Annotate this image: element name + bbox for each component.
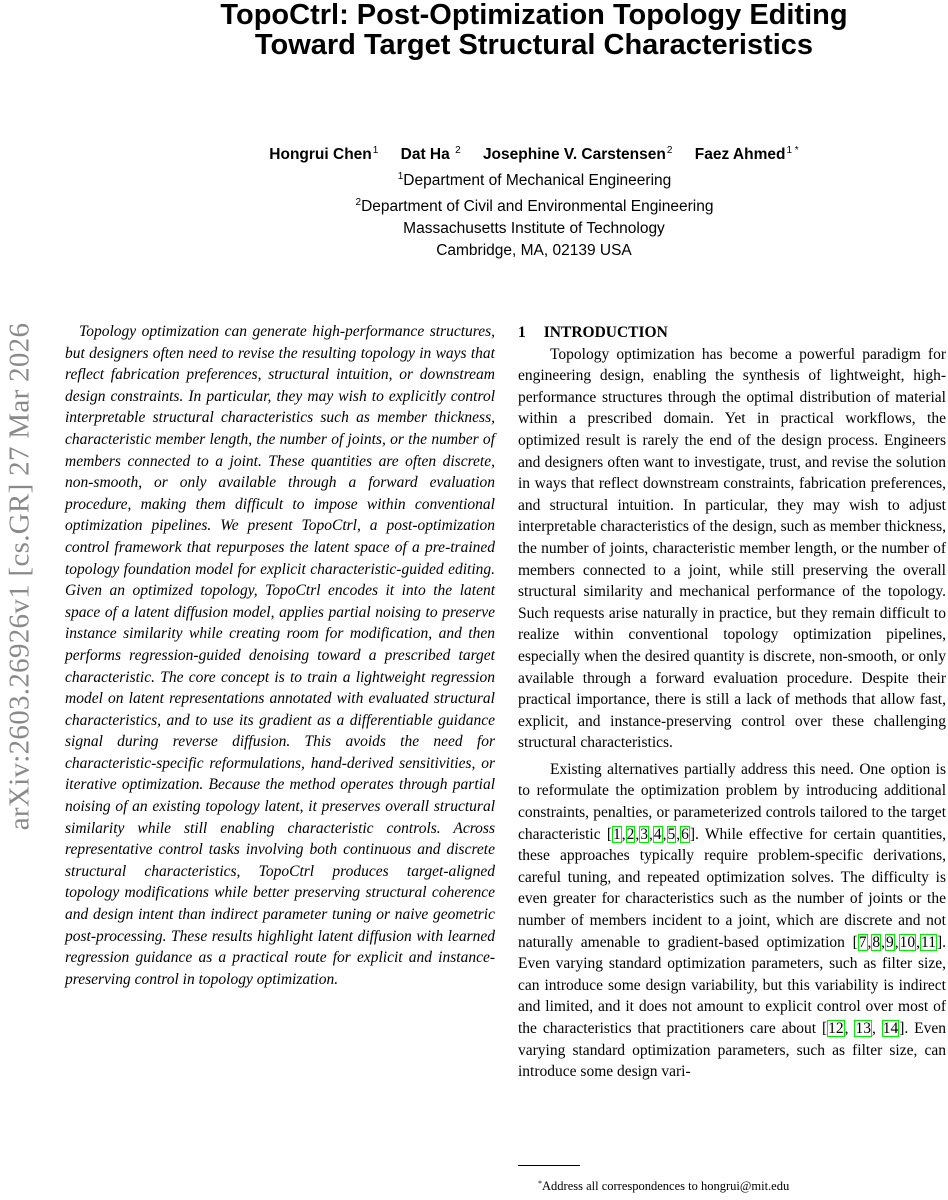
arxiv-stamp [2,266,38,886]
introduction-section [518,322,946,1083]
citation-link[interactable]: 4 [653,825,662,843]
title-line-1: TopoCtrl: Post-Optimization Topology Editing [220,0,848,31]
arxiv-id: arXiv:2603.26926v1 [cs.GR] 27 Mar 2026 [3,322,36,830]
footnote: *Address all correspondences to hongrui@mit.edu [538,1179,790,1193]
citation-link[interactable]: 9 [886,933,894,951]
abstract: Topology optimization can generate high-performance structures, but designers often need to revise the resulting topology in ways that reflect fabrication preferences, structural intuition, or downstream design constraints. In particular, they may wish to explicitly control interpretable structural characteristics such as member thickness, characteristic member length, the number of joints, or the number of members connected to a joint. These quantities are often discrete, non-smooth, or only available through a forward evaluation procedure, making them difficult to impose within conventional optimization pipelines. We present TopoCtrl, a post-optimization control framework that repurposes the latent space of a pre-trained topology foundation model for explicit characteristic-guided editing. Given an optimized topology, TopoCtrl encodes it into the latent space of a latent diffusion model, applies partial noising to preserve instance similarity while creating room for modification, and then performs regression-guided denoising toward a prescribed target characteristic. The core concept is to train a lightweight regression model on latent representations annotated with evaluated structural characteristics, and to use its gradient as a differentiable guidance signal during reverse diffusion. This avoids the need for characteristic-specific reformulations, hand-derived sensitivities, or iterative optimization. Because the method operates through partial noising of an existing topology latent, it preserves overall structural similarity while still enabling characteristic controls. Across representative control tasks involving both continuous and discrete structural characteristics, TopoCtrl produces target-aligned topology modifications while better preserving structural coherence and design intent than indirect parameter tuning or naive geometric post-processing. These results highlight latent diffusion with learned regression guidance as a practical route for explicit and instance-preserving control in topology optimization. [65,323,495,988]
citation-link[interactable]: 2 [626,825,635,843]
citation-link[interactable]: 1 [613,825,621,843]
institution: Massachusetts Institute of Technology [403,220,665,237]
citation-link[interactable]: 5 [667,825,676,843]
author-block [60,140,948,262]
author: Dat Ha $^2$ [400,145,461,163]
citation-link[interactable]: 13 [855,1020,871,1037]
intro-paragraph-2: Existing alternatives partially address this need. One option is to reformulate the optimization problem by introducing additional constraints, penalties, or parameterized controls tailored to the target characteristic [1,2,3,4,5,6]. While effective for certain quantities, these approaches typically require problem-specific derivations, careful tuning, and repeated optimization solves. The difficulty is even greater for characteristics such as the number of joints or the number of members incident to a joint, which are discrete and not naturally amenable to gradient-based optimization [7,8,9,10,11]. Even varying standard optimization parameters, such as filter size, can introduce some design variability, but this variability is indirect and limited, and it does not amount to explicit control over most of the characteristics that practitioners care about [12, 13, 14]. Even varying standard optimization parameters, such as filter size, can introduce some design vari- [518,760,947,1081]
location: Cambridge, MA, 02139 USA [436,242,632,259]
footnote-rule [518,1165,580,1166]
citation-link[interactable]: 7 [858,933,867,951]
citation-link[interactable]: 11 [921,933,936,951]
citation-link[interactable]: 12 [828,1020,844,1037]
citation-link[interactable]: 10 [899,933,916,951]
author: Hongrui Chen$^1$ [269,145,379,163]
affiliation-2: $^2$Department of Civil and Environmental Engineering [355,197,714,215]
intro-paragraph-1: Topology optimization has become a powerful paradigm for engineering design, enabling the synthesis of lightweight, high-performance structures through the optimal distribution of material within a prescribed domain. Yet in practical workflows, the optimized result is rarely the end of the design process. Engineers and designers often want to investigate, trust, and revise the solution in ways that reflect downstream constraints, fabrication preferences, and structural intuition. In particular, they may wish to adjust interpretable characteristics of the design, such as member thickness, the number of joints, characteristic member length, or the number of members connected to a joint, while still preserving the overall structural similarity and mechanical performance of the topology. Such requests arise naturally in practice, but they remain difficult to realize within conventional topology optimization pipelines, especially when the desired quantity is discrete, non-smooth, or only available through a forward evaluation procedure. Despite their practical importance, there is still a lack of methods that allow fast, explicit, and instance-preserving control over these challenging structural characteristics. [518,345,946,752]
title-line-2: Toward Target Structural Characteristics [254,29,814,61]
author-list [60,140,948,166]
author: Faez Ahmed$^{1 *}$ [694,145,799,163]
author: Josephine V. Carstensen$^2$ [482,145,673,163]
citation-link[interactable]: 3 [640,825,649,843]
paper-title [60,0,948,60]
affiliation-1: $^1$Department of Mechanical Engineering [397,171,672,189]
section-heading: 1 INTRODUCTION [518,324,668,341]
citation-link[interactable]: 8 [872,933,881,951]
citation-link[interactable]: 14 [882,1020,899,1037]
citation-link[interactable]: 6 [681,825,689,843]
